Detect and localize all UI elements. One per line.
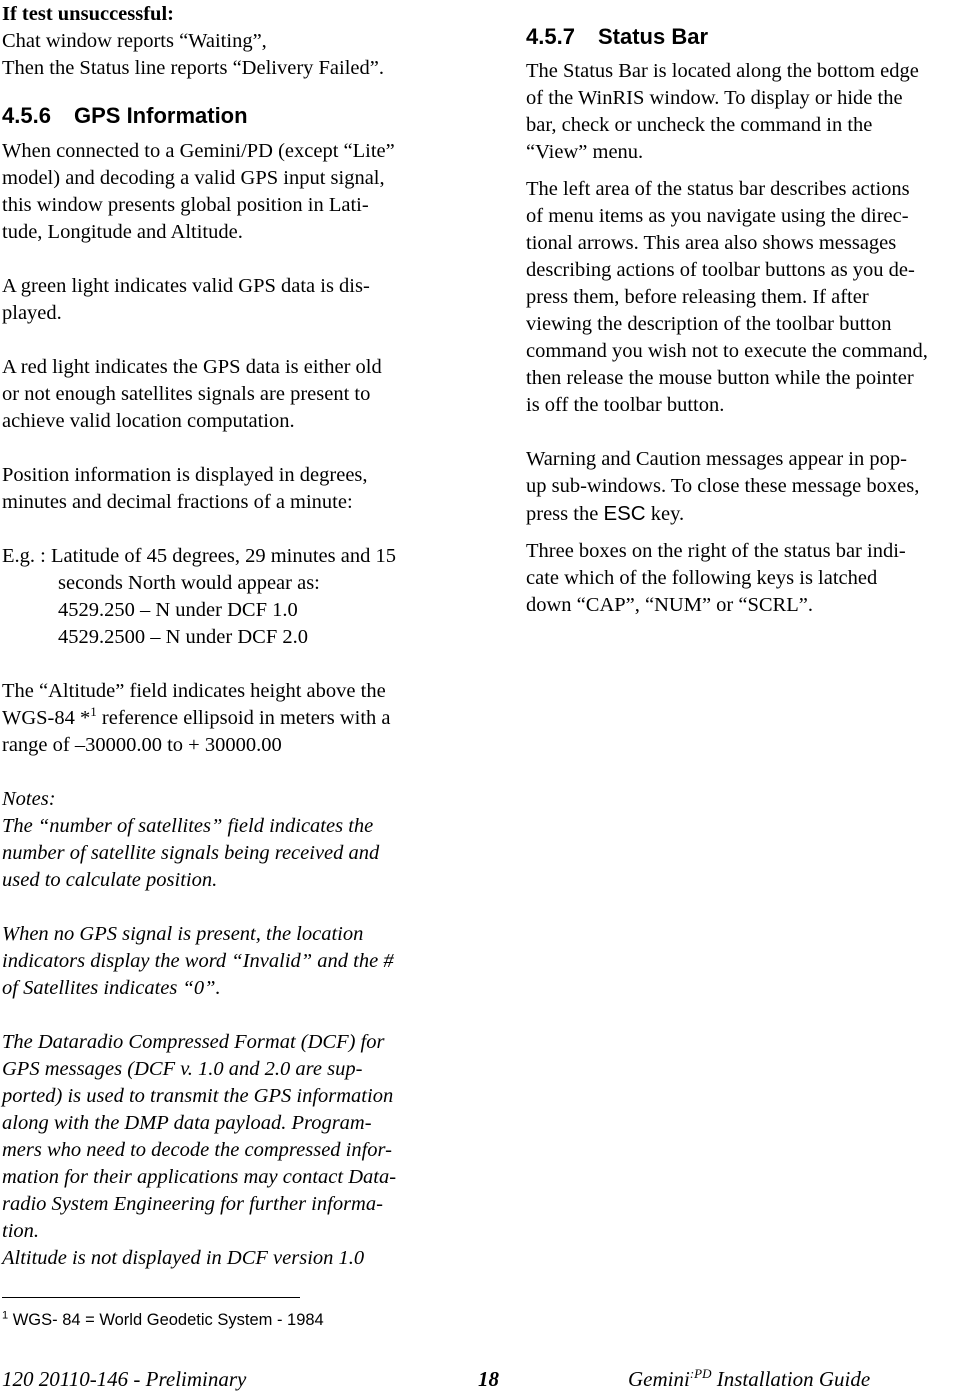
note-line: mers who need to decode the compressed infor- [2, 1139, 392, 1161]
text-line: A red light indicates the GPS data is either old [2, 356, 382, 378]
text-line: Three boxes on the right of the status bar indi- [526, 540, 906, 562]
note-line: indicators display the word “Invalid” and the # [2, 950, 394, 972]
text-line: Position information is displayed in degrees, [2, 464, 368, 486]
notes-label: Notes: [2, 788, 56, 810]
right-column [526, 0, 975, 619]
text-fragment: reference ellipsoid in meters with a [96, 707, 391, 729]
section-heading-gps [2, 102, 452, 129]
page-footer [0, 1365, 975, 1393]
text-line: up sub-windows. To close these message boxes, [526, 475, 920, 497]
note-line: The Dataradio Compressed Format (DCF) for [2, 1031, 385, 1053]
note-line: The “number of satellites” field indicates the [2, 815, 374, 837]
example-line: E.g. : Latitude of 45 degrees, 29 minutes and 15 [2, 545, 396, 567]
text-line: played. [2, 302, 62, 324]
note-line: Altitude is not displayed in DCF version 1.0 [2, 1247, 365, 1269]
note-line: When no GPS signal is present, the location [2, 923, 364, 945]
text-line: “View” menu. [526, 141, 644, 163]
guide-title-pre: Gemini [628, 1367, 690, 1391]
left-column [2, 0, 452, 1272]
note-line: used to calculate position. [2, 869, 218, 891]
footnote-reference: 1 [90, 704, 97, 720]
text-line: Then the Status line reports “Delivery Failed”. [2, 57, 384, 79]
text-line: press them, before releasing them. If after [526, 286, 869, 308]
text-line: A green light indicates valid GPS data is dis- [2, 275, 370, 297]
text-line: When connected to a Gemini/PD (except “Lite” [2, 140, 395, 162]
footnote-text: WGS- 84 = World Geodetic System - 1984 [8, 1311, 324, 1329]
text-line: is off the toolbar button. [526, 394, 725, 416]
text-line: down “CAP”, “NUM” or “SCRL”. [526, 594, 813, 616]
guide-title [628, 1365, 870, 1393]
text-line: The “Altitude” field indicates height above the [2, 680, 386, 702]
text-line: viewing the description of the toolbar button [526, 313, 892, 335]
section-heading-status-bar [526, 23, 975, 50]
document-number: 120 20110-146 - Preliminary [2, 1367, 247, 1391]
text-fragment: WGS-84 * [2, 707, 91, 729]
text-line: cate which of the following keys is latched [526, 567, 878, 589]
text-line: Warning and Caution messages appear in pop- [526, 448, 907, 470]
note-line: radio System Engineering for further informa- [2, 1193, 383, 1215]
text-line: of the WinRIS window. To display or hide the [526, 87, 903, 109]
note-line: mation for their applications may contact Data- [2, 1166, 397, 1188]
text-line: this window presents global position in Lati- [2, 194, 369, 216]
section-number: 4.5.7 [526, 24, 575, 49]
example-line: 4529.250 – N under DCF 1.0 [58, 599, 298, 621]
note-line: tion. [2, 1220, 40, 1242]
text-line: bar, check or uncheck the command in the [526, 114, 873, 136]
text-line: tude, Longitude and Altitude. [2, 221, 243, 243]
text-line: range of –30000.00 to + 30000.00 [2, 734, 282, 756]
text-line [2, 705, 452, 732]
text-line: The Status Bar is located along the bottom edge [526, 60, 919, 82]
note-line: number of satellite signals being received and [2, 842, 380, 864]
text-line: achieve valid location computation. [2, 410, 295, 432]
text-line: or not enough satellites signals are present to [2, 383, 371, 405]
text-fragment: press the [526, 503, 604, 525]
text-line: command you wish not to execute the command, [526, 340, 928, 362]
note-line: of Satellites indicates “0”. [2, 977, 221, 999]
text-line: of menu items as you navigate using the direc- [526, 205, 909, 227]
note-line: GPS messages (DCF v. 1.0 and 2.0 are sup- [2, 1058, 363, 1080]
text-line: describing actions of toolbar buttons as you de- [526, 259, 915, 281]
text-fragment: key. [645, 503, 685, 525]
guide-title-sup: :PD [689, 1366, 712, 1381]
text-line: The left area of the status bar describes actions [526, 178, 910, 200]
section-title: Status Bar [598, 24, 709, 49]
guide-title-post: Installation Guide [711, 1367, 871, 1391]
page-number: 18 [478, 1367, 499, 1391]
note-line: ported) is used to transmit the GPS information [2, 1085, 394, 1107]
text-line: minutes and decimal fractions of a minute: [2, 491, 353, 513]
section-title: GPS Information [74, 103, 248, 128]
footnote-marker: 1 [2, 1309, 9, 1322]
text-line: model) and decoding a valid GPS input signal, [2, 167, 385, 189]
esc-key-label: ESC [603, 502, 646, 525]
text-line: then release the mouse button while the pointer [526, 367, 914, 389]
text-line: tional arrows. This area also shows messages [526, 232, 897, 254]
footnote-divider [2, 1297, 300, 1298]
section-number: 4.5.6 [2, 103, 51, 128]
note-line: along with the DMP data payload. Program- [2, 1112, 372, 1134]
footnote [2, 1309, 324, 1331]
text-line [526, 500, 975, 528]
text-line: Chat window reports “Waiting”, [2, 30, 267, 52]
test-heading: If test unsuccessful: [2, 3, 174, 25]
example-line: 4529.2500 – N under DCF 2.0 [58, 626, 308, 648]
example-line: seconds North would appear as: [58, 572, 320, 594]
